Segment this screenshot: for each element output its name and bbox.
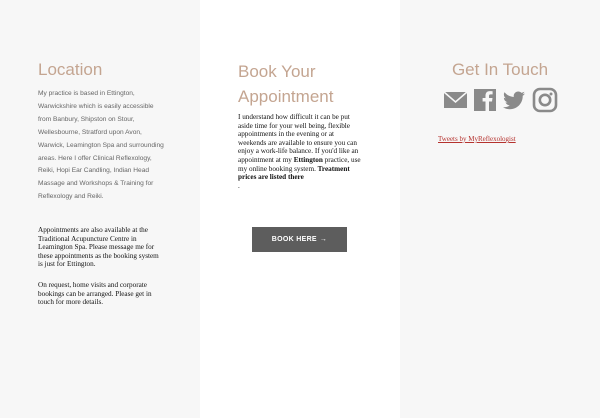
book-here-label: BOOK HERE [271, 236, 317, 243]
instagram-icon[interactable] [532, 87, 558, 113]
booking-text-ettington: Ettington [293, 155, 323, 164]
contact-heading: Get In Touch [451, 60, 549, 79]
home-visits-text: On request, home visits and corporate bookings can be arranged. Please get in touch for more details. [38, 281, 152, 307]
booking-text-prices: Treatment prices are listed there [238, 164, 350, 182]
arrow-right-icon: → [319, 236, 328, 243]
booking-heading: Book Your Appointment [238, 62, 334, 106]
booking-description [238, 113, 364, 190]
facebook-icon[interactable] [474, 87, 496, 113]
acupuncture-centre-text: Appointments are also available at the Traditional Acupuncture Centre in Leamington Spa. Please message me for these appointments as the booking system is just for Ettington. [38, 226, 159, 269]
booking-text-end: . [238, 181, 240, 190]
booking-column [200, 0, 400, 418]
booking-text-part2: practice, use my online booking system. [238, 155, 361, 173]
location-column [0, 0, 200, 418]
book-here-button[interactable] [252, 227, 347, 252]
social-icons [443, 87, 559, 113]
booking-text-part1: I understand how difficult it can be put aside time for your well being, flexible appointments in the evening or at weekends are available to ensure you can enjoy a work-life balance. If you'd like an appointment at my [238, 113, 359, 164]
location-intro-text: My practice is based in Ettington, Warwickshire which is easily accessible from Banbury, Shipston on Stour, Wellesbourne, Stratford upon Avon, Warwick, Leamington Spa and surrounding areas. Here I offer Clinical Reflexology, Reiki, Hopi Ear Candling, Indian Head Massage and Workshops & Training for Reflexology and Reiki. [38, 90, 164, 201]
envelope-icon[interactable] [443, 87, 468, 113]
location-heading: Location [38, 60, 103, 79]
contact-column [400, 0, 600, 418]
tweets-link[interactable]: Tweets by MyReflexologist [438, 135, 516, 143]
twitter-icon[interactable] [502, 87, 526, 113]
